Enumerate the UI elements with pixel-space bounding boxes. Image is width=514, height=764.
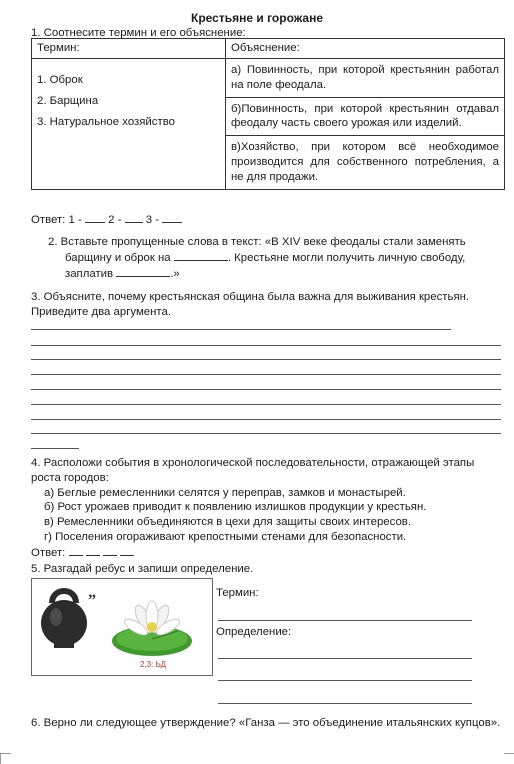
answer-blank[interactable]: [86, 545, 100, 556]
question-2-text: .»: [170, 267, 180, 280]
answer-blank[interactable]: [103, 545, 117, 556]
answer-blank-3[interactable]: [162, 212, 182, 223]
question-2-text: барщину и оброк на: [65, 251, 171, 264]
definition-answer-line[interactable]: [218, 703, 472, 704]
question-3-text: 3. Объясните, почему крестьянская община была важна для выживания крестьян. Приведите два аргумента.: [31, 291, 470, 318]
rebus-image: [32, 579, 212, 675]
answer-line[interactable]: [31, 404, 501, 405]
fill-blank-2[interactable]: [116, 266, 170, 277]
answer-label-2: 2 -: [108, 214, 122, 226]
question-2-text: . Крестьяне могли получить личную свободу,: [227, 251, 466, 264]
matching-table: [31, 38, 505, 190]
crop-mark: [504, 753, 514, 764]
fill-blank-1[interactable]: [174, 250, 228, 261]
question-1-prompt: 1. Соотнесите термин и его объяснение:: [31, 27, 246, 39]
question-1-answer: [31, 212, 182, 228]
crop-mark: [0, 753, 11, 764]
answer-line[interactable]: [31, 345, 501, 346]
answer-line[interactable]: [31, 374, 501, 375]
term-item: 3. Натуральное хозяйство: [37, 115, 175, 128]
question-4-prompt: 4. Расположи события в хронологической последовательности, отражающей этапы роста городов:: [31, 457, 475, 484]
definition-answer-line[interactable]: [218, 658, 472, 659]
answer-line[interactable]: [31, 329, 451, 330]
definitions-cell: [226, 59, 505, 190]
event-option: г) Поселения огораживают крепостными стенами для безопасности.: [44, 531, 407, 544]
answer-line[interactable]: [31, 359, 501, 360]
question-2-text: заплатив: [65, 267, 114, 280]
event-option: в) Ремесленники объединяются в цехи для защиты своих интересов.: [44, 516, 412, 529]
kettlebell-icon: [41, 591, 87, 648]
answer-blank-2[interactable]: [125, 212, 143, 223]
definition-item: а) Повинность, при которой крестьянин работал на поле феодала.: [231, 64, 499, 91]
term-answer-line[interactable]: [218, 620, 472, 621]
comma-mark: ”: [88, 592, 96, 609]
terms-cell: [32, 59, 226, 190]
question-4-answer: [31, 545, 507, 561]
term-column-header: Термин:: [32, 39, 226, 59]
definition-column-header: Объяснение:: [226, 39, 505, 59]
answer-label: Ответ:: [31, 546, 66, 559]
definition-item: б)Повинность, при которой крестьянин отдавал феодалу часть своего урожая или изделий.: [226, 97, 504, 136]
term-item: 2. Барщина: [37, 94, 99, 107]
answer-line[interactable]: [31, 419, 501, 420]
answer-label-3: 3 -: [145, 214, 160, 226]
question-4: [31, 456, 507, 561]
question-2: [48, 235, 506, 281]
answer-blank-1[interactable]: [85, 212, 105, 223]
definition-label: Определение:: [216, 626, 292, 638]
event-option: б) Рост урожаев приводит к появлению излишков продукции у крестьян.: [44, 501, 427, 514]
answer-line[interactable]: [31, 448, 79, 449]
definition-answer-line[interactable]: [218, 680, 472, 681]
answer-blank[interactable]: [69, 545, 83, 556]
event-option: а) Беглые ремесленники селятся у переправ, замков и монастырей.: [44, 486, 406, 499]
answer-label: Ответ: 1 -: [31, 214, 82, 226]
answer-blank[interactable]: [120, 545, 134, 556]
question-5-prompt: 5. Разгадай ребус и запиши определение.: [31, 563, 254, 575]
rebus-picture: [31, 578, 213, 676]
definition-item: в)Хозяйство, при котором всё необходимое производится для собственного потребления, а не для продажи.: [226, 135, 504, 188]
term-item: 1. Оброк: [37, 74, 83, 86]
term-label: Термин:: [216, 587, 259, 599]
question-6-text: 6. Верно ли следующее утверждение? «Ганза — это объединение итальянских купцов».: [31, 717, 501, 729]
question-2-text: 2. Вставьте пропущенные слова в текст: «В XIV веке феодалы стали заменять: [48, 236, 466, 248]
rebus-caption: 2,3: ЬД: [140, 660, 167, 669]
water-lily-icon: [112, 601, 192, 656]
answer-line[interactable]: [31, 433, 501, 434]
answer-line[interactable]: [31, 389, 501, 390]
page-title: Крестьяне и горожане: [191, 11, 323, 25]
